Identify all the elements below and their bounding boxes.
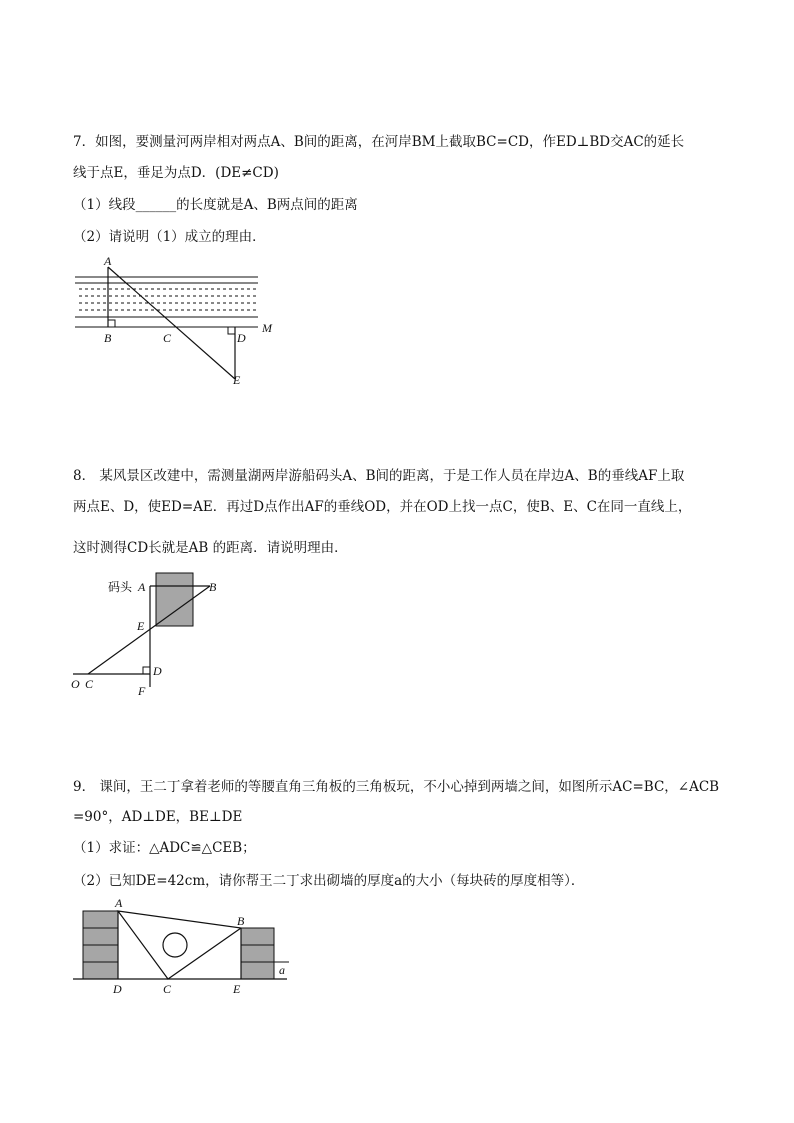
q8-figure — [65, 568, 255, 703]
q8-label-a: A — [138, 580, 146, 594]
q8-label-o: O — [71, 677, 80, 691]
q8-line1: 8． 某风景区改建中，需测量湖两岸游船码头A、B间的距离，于是工作人员在岸边A、B的垂线AF上取 — [73, 468, 685, 484]
q7-line1: 7．如图，要测量河两岸相对两点A、B间的距离，在河岸BM上截取BC=CD，作ED⊥BD交AC的延长 — [73, 134, 685, 150]
q8-label-dock: 码头 — [108, 580, 133, 594]
q9-label-a: A — [115, 896, 123, 910]
q8-line3: 这时测得CD长就是AB 的距离．请说明理由． — [73, 540, 348, 556]
q8-label-b: B — [209, 580, 217, 594]
q9-label-a-thickness: a — [279, 963, 285, 977]
q9-line1: 9． 课间，王二丁拿着老师的等腰直角三角板的三角板玩，不小心掉到两墙之间，如图所示AC=BC，∠ACB — [73, 779, 720, 795]
q8-label-f: F — [138, 684, 146, 698]
q8-label-e: E — [137, 619, 145, 633]
q9-part1: （1）求证：△ADC≌△CEB； — [73, 840, 256, 856]
q7-label-m: M — [262, 321, 272, 335]
q7-label-a: A — [104, 254, 112, 268]
q7-part2: （2）请说明（1）成立的理由． — [73, 229, 266, 245]
q7-figure — [65, 252, 295, 392]
q9-label-d: D — [113, 982, 122, 996]
q9-label-b: B — [237, 914, 245, 928]
q8-label-d: D — [153, 664, 162, 678]
q7-label-e: E — [233, 373, 241, 387]
q9-part2: （2）已知DE=42cm，请你帮王二丁求出砌墙的厚度a的大小（每块砖的厚度相等）． — [73, 873, 585, 889]
q7-label-c: C — [163, 331, 172, 345]
q7-label-b: B — [104, 331, 112, 345]
q7-part1: （1）线段______的长度就是A、B两点间的距离 — [73, 197, 358, 213]
q7-line2: 线于点E，垂足为点D．(DE≠CD) — [73, 165, 279, 181]
q9-line2: =90°，AD⊥DE，BE⊥DE — [73, 809, 243, 825]
q8-line2: 两点E、D，使ED=AE．再过D点作出AF的垂线OD，并在OD上找一点C，使B、E、C在同一直线上， — [73, 499, 692, 515]
q9-figure — [65, 895, 300, 1000]
q7-label-d: D — [237, 331, 246, 345]
q9-label-c: C — [163, 982, 172, 996]
q8-label-c: C — [85, 677, 94, 691]
q9-label-e: E — [233, 982, 241, 996]
